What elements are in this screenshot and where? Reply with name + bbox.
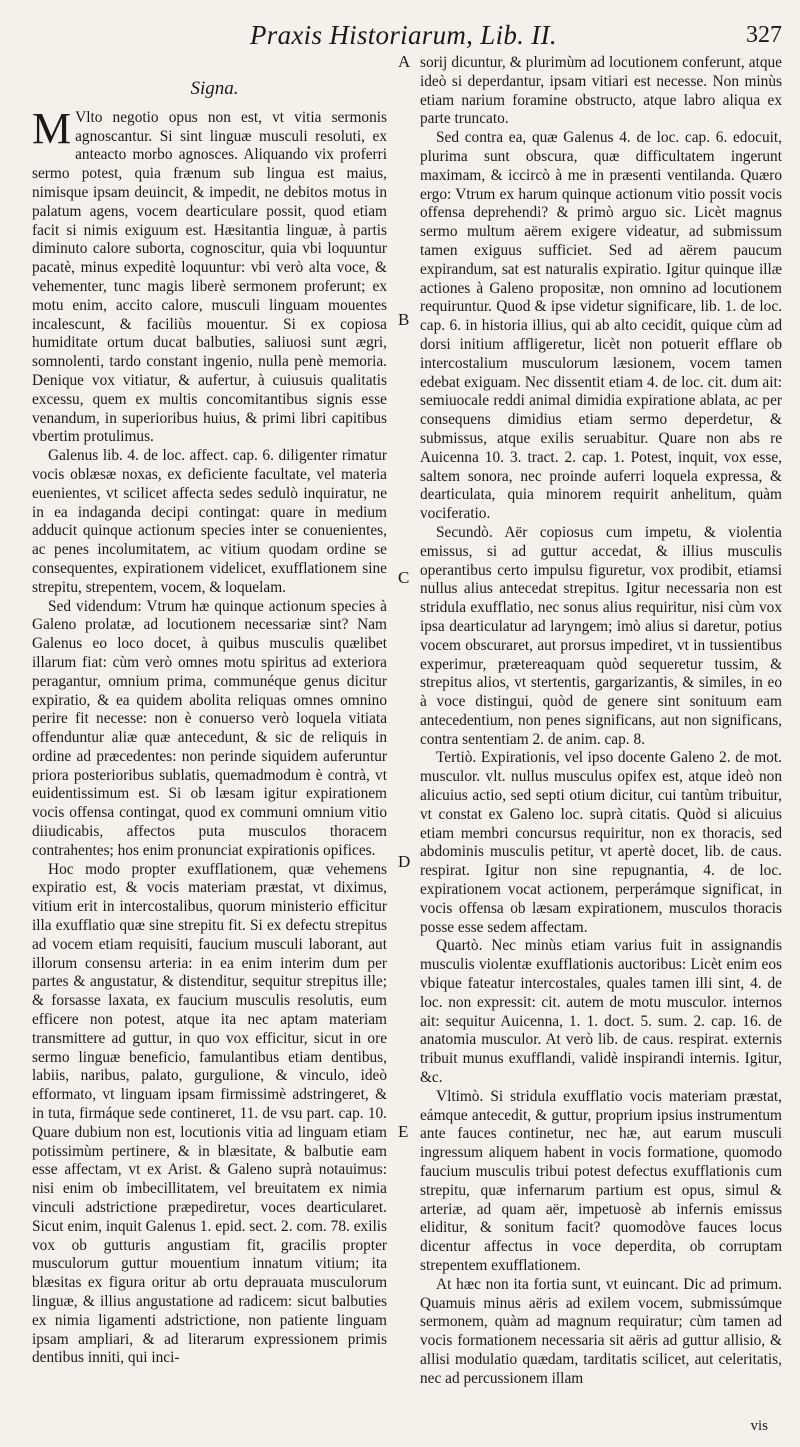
left-column: [32, 80, 387, 1368]
paragraph: Galenus lib. 4. de loc. affect. cap. 6. diligenter rimatur vocis oblæsæ noxas, ex deficiente facultate, vel materia euenientes, vt scilicet affecta sedes sedulò inquiratur, ne in ea indaganda decipi contingat: quare in medium adducit quinque actionum species inter se conuenientes, ac penes incolumitatem, ac vitium quodam ordine se consequentes, expirationem videlicet, exufflationem sine strepitu, strepentem, vocem, & loquelam.: [32, 447, 387, 596]
paragraph: Secundò. Aër copiosus cum impetu, & violentia emissus, si ad guttur accedat, & illius musculis operantibus certo impulsu figuretur, vox prodibit, etiamsi nullus alius antecedat strepitus. Igitur necessaria non est stridula exufflatio, nec sonus alius requiritur, nisi cùm vox ipsa dearticulatur ad laryngem; imò alius si daretur, potius vocem obscuraret, aut prorsus impediret, vt in tussientibus experimur, prætereaquam quòd sequeretur tussim, & strepitus alios, vt stertentis, gargarizantis, & similes, in eo à voce distingui, quòd de genere sint sonituum eam antecedentium, non penes significans, aut non significans, contra sententiam 2. de anim. cap. 8.: [420, 523, 782, 748]
paragraph: Quartò. Nec minùs etiam varius fuit in assignandis musculis violentæ exufflationis auctoribus: Licèt enim eos vbique fateatur intercostales, quales tamen illi sint, 4. de loc. non expressit: cit. autem de motu musculor. internos ait: sequitur Auicenna, 1. 1. doct. 5. sum. 2. cap. 16. de anatomia musculor. At verò lib. de caus. respirat. externis tribuit munus exufflandi, validè inspirandi internis. Igitur, &c.: [420, 937, 782, 1087]
paragraph: Hoc modo propter exufflationem, quæ vehemens expiratio est, & vocis materiam præstat, vt diximus, vitium erit in intercostalibus, quorum ministerio efficitur illa exufflatio quæ sine strepitu fit. Si ex defectu strepitus ad vocem etiam requisiti, faucium musculi laborant, aut illorum consensu arteria: in ea enim interim dum per partes & angustatur, & distenditur, sequitur strepitus ille; & forsasse laxata, ex faucium musculis resolutis, eum efficere non potest, atque ita nec aptam materiam transmittere ad guttur, in quo vox efficitur, sicut in ore sermo linguæ beneficio, famulantibus etiam dentibus, labiis, naribus, palato, gurgulione, & vinculo, ideò efformato, vt linguam ipsam firmissimè adstringeret, & in tuta, firmáque sede contineret, 11. de vsu part. cap. 10. Quare dubium non est, locutionis vitia ad linguam etiam potissimùm pertinere, & in blæsitate, & balbutie eam esse affectam, vt ex Arist. & Galeno suprà notauimus: nisi enim ob imbecillitatem, vel breuitatem ex nimia vinculi adstrictione præpediretur, voces dearticularet. Sicut enim, inquit Galenus 1. epid. sect. 2. com. 78. exilis vox ob gutturis angustiam fit, gracilis propter musculorum guttur mouentium innatum vitium; ita blæsitas ex figura oritur ab ortu deprauata musculorum linguæ, & illius angustatione ad radicem: sicut balbuties ex nimia ligamenti adstrictione, non patiente linguam ipsam ampliari, & ad literarum expressionem primis dentibus inniti, qui inci-: [32, 860, 387, 1367]
running-title: Praxis Historiarum, Lib. II.: [250, 20, 557, 50]
margin-letter-e: E: [398, 1122, 409, 1141]
margin-letter-b: B: [398, 310, 410, 329]
paragraph: Tertiò. Expirationis, vel ipso docente Galeno 2. de mot. musculor. vlt. nullus musculus opifex est, atque ideò non alicuius actio, sed septi otium dicitur, cui tantùm tribuitur, vt constat ex Galeno loc. suprà citatis. Quòd si alicuius etiam membri concursus requiritur, non ex thoracis, sed abdominis musculis petitur, vt apertè docet, lib. de caus. respirat. Igitur non sine repugnantia, 4. de loc. expirationem vocat actionem, perperámque significat, in vocis offensa ob læsam expirationem, musculos thoracis posse esse sedem affectam.: [420, 749, 782, 936]
margin-letter-a: A: [398, 52, 411, 71]
paragraph: At hæc non ita fortia sunt, vt euincant. Dic ad primum. Quamuis minus aëris ad exilem vocem, submissúmque sermonem, quàm ad magnum requiratur; cùm tamen ad vocis formationem necessaria sit aëris ad guttur allisio, & allisi modulatio quædam, tarditatis scilicet, aut celeritatis, nec ad percussionem illam: [420, 1275, 782, 1387]
section-heading: Signa.: [190, 78, 239, 99]
paragraph: Sed contra ea, quæ Galenus 4. de loc. cap. 6. edocuit, plurima sunt obscura, quæ difficultatem ingerunt maximam, & iccircò à me in præsenti ventilanda. Quæro ergo: Vtrum ex harum quinque actionum vitio possit vocis offensa deprehendi? & primò arguo sic. Licèt magnus sermo multum aërem exigere videatur, ad submissum tamen exiguus sufficiet. Sed ad aërem paucum expirandum, sat est naturalis expiratio. Igitur quinque illæ actiones à Galeno propositæ, non omnino ad locutionem requiruntur. Quod & ipse videtur significare, lib. 1. de loc. cap. 6. in historia illius, qui ab alto cecidit, quique cùm ad dorsi initium affligeretur, licèt non potuerit efflare ob intercostalium musculorum læsionem, vocem tamen edebat exiguam. Nec dissentit etiam 4. de loc. cit. dum ait: semiuocale reddi animal dimidia expiratione ablata, ac per consequens dimidius etiam sermo deperdetur, & submissus, atque exilis seruabitur. Quare non abs re Auicenna 10. 3. tract. 2. cap. 1. Potest, inquit, vox esse, saltem sonora, nec proinde auferri loquela expressa, & dearticulata, quia minorem requirit anhelitum, quàm vociferatio.: [420, 129, 782, 523]
paragraph: Sed videndum: Vtrum hæ quinque actionum species à Galeno prolatæ, ad locutionem necessariæ sint? Nam Galenus eo loco docet, à quibus musculis quælibet illarum fiat: cùm verò omnes motu spiritus ad exteriora peragantur, omnium prima, communéque genus dicitur expiratio, & ea quidem abolita reliquas omnes omnino perire fit necesse: non è conuerso verò loquela vitiata offenduntur aliæ quæ antecedunt, & sic de reliquis in ordine ad præcedentes: non perinde siquidem auferuntur priora posterioribus sublatis, quemadmodum è contrà, vt euidentissimum est. Si ob læsam igitur expirationem vocis offensa contingat, quod ex communi omnium vitio diiudicabis, affectos puta musculos thoracem contrahentes; hos enim pronunciat expirationis opifices.: [32, 597, 387, 859]
margin-letter-c: C: [398, 568, 410, 587]
right-column: [420, 54, 782, 1389]
catchword: vis: [750, 1418, 768, 1434]
drop-capital: M: [32, 103, 72, 153]
paragraph-text: Vlto negotio opus non est, vt vitia sermonis agnoscantur. Si sint linguæ musculi resoluti, ex anteacto morbo agnosces. Aliquando vix proferri sermo potest, quia frænum sub lingua est maius, nimisque ipsam deuincit, & impedit, ne debitos motus in palatum agens, vocem dearticulare possit, quod etiam facit si nimis exiguum est. Hæsitantia linguæ, à partis diminuto calore suborta, cognoscitur, quia vbi loquuntur pacatè, minus expeditè loquuntur: vbi verò alta voce, & vehementer, tunc magis liberè sermonem proferunt; ex motu enim, accito calore, musculi linguam mouentes incalescunt, & faciliùs mouentur. Si ex copiosa humiditate ortum ducat balbuties, saliuosi sunt ægri, somnolenti, tardo constant ingenio, nulla penè memoria. Denique vox vitiatur, & aufertur, à cuiusuis qualitatis excessu, quem ex multis concomitantibus signis esse venandum, in superioribus huius, & primi libri capitibus vbertim protulimus.: [32, 108, 387, 446]
paragraph: [32, 103, 387, 447]
margin-letter-d: D: [398, 852, 411, 871]
paragraph: Vltimò. Si stridula exufflatio vocis materiam præstat, eámque antecedit, & guttur, proprium ipsius instrumentum ante fauces continetur, nec hæ, aut earum musculi ingressum aliquem habent in vocis formatione, quomodo faucium musculis tribui potest defectus exufflationis cum strepitu, quæ infernarum partium est opus, simul & arteriæ, ad quam aër, impetuosè ab infernis emissus eliditur, & sonitum facit? quomodòve fauces locus dicentur affectus in voce deperdita, ob corruptam strepentem exufflationem.: [420, 1087, 782, 1274]
page-number: 327: [746, 22, 782, 48]
paragraph: sorij dicuntur, & plurimùm ad locutionem conferunt, atque ideò si deperdantur, ipsam vitiari est necesse. Non minùs etiam narium foramine obstructo, atque labro aliqua ex parte truncato.: [420, 54, 782, 128]
